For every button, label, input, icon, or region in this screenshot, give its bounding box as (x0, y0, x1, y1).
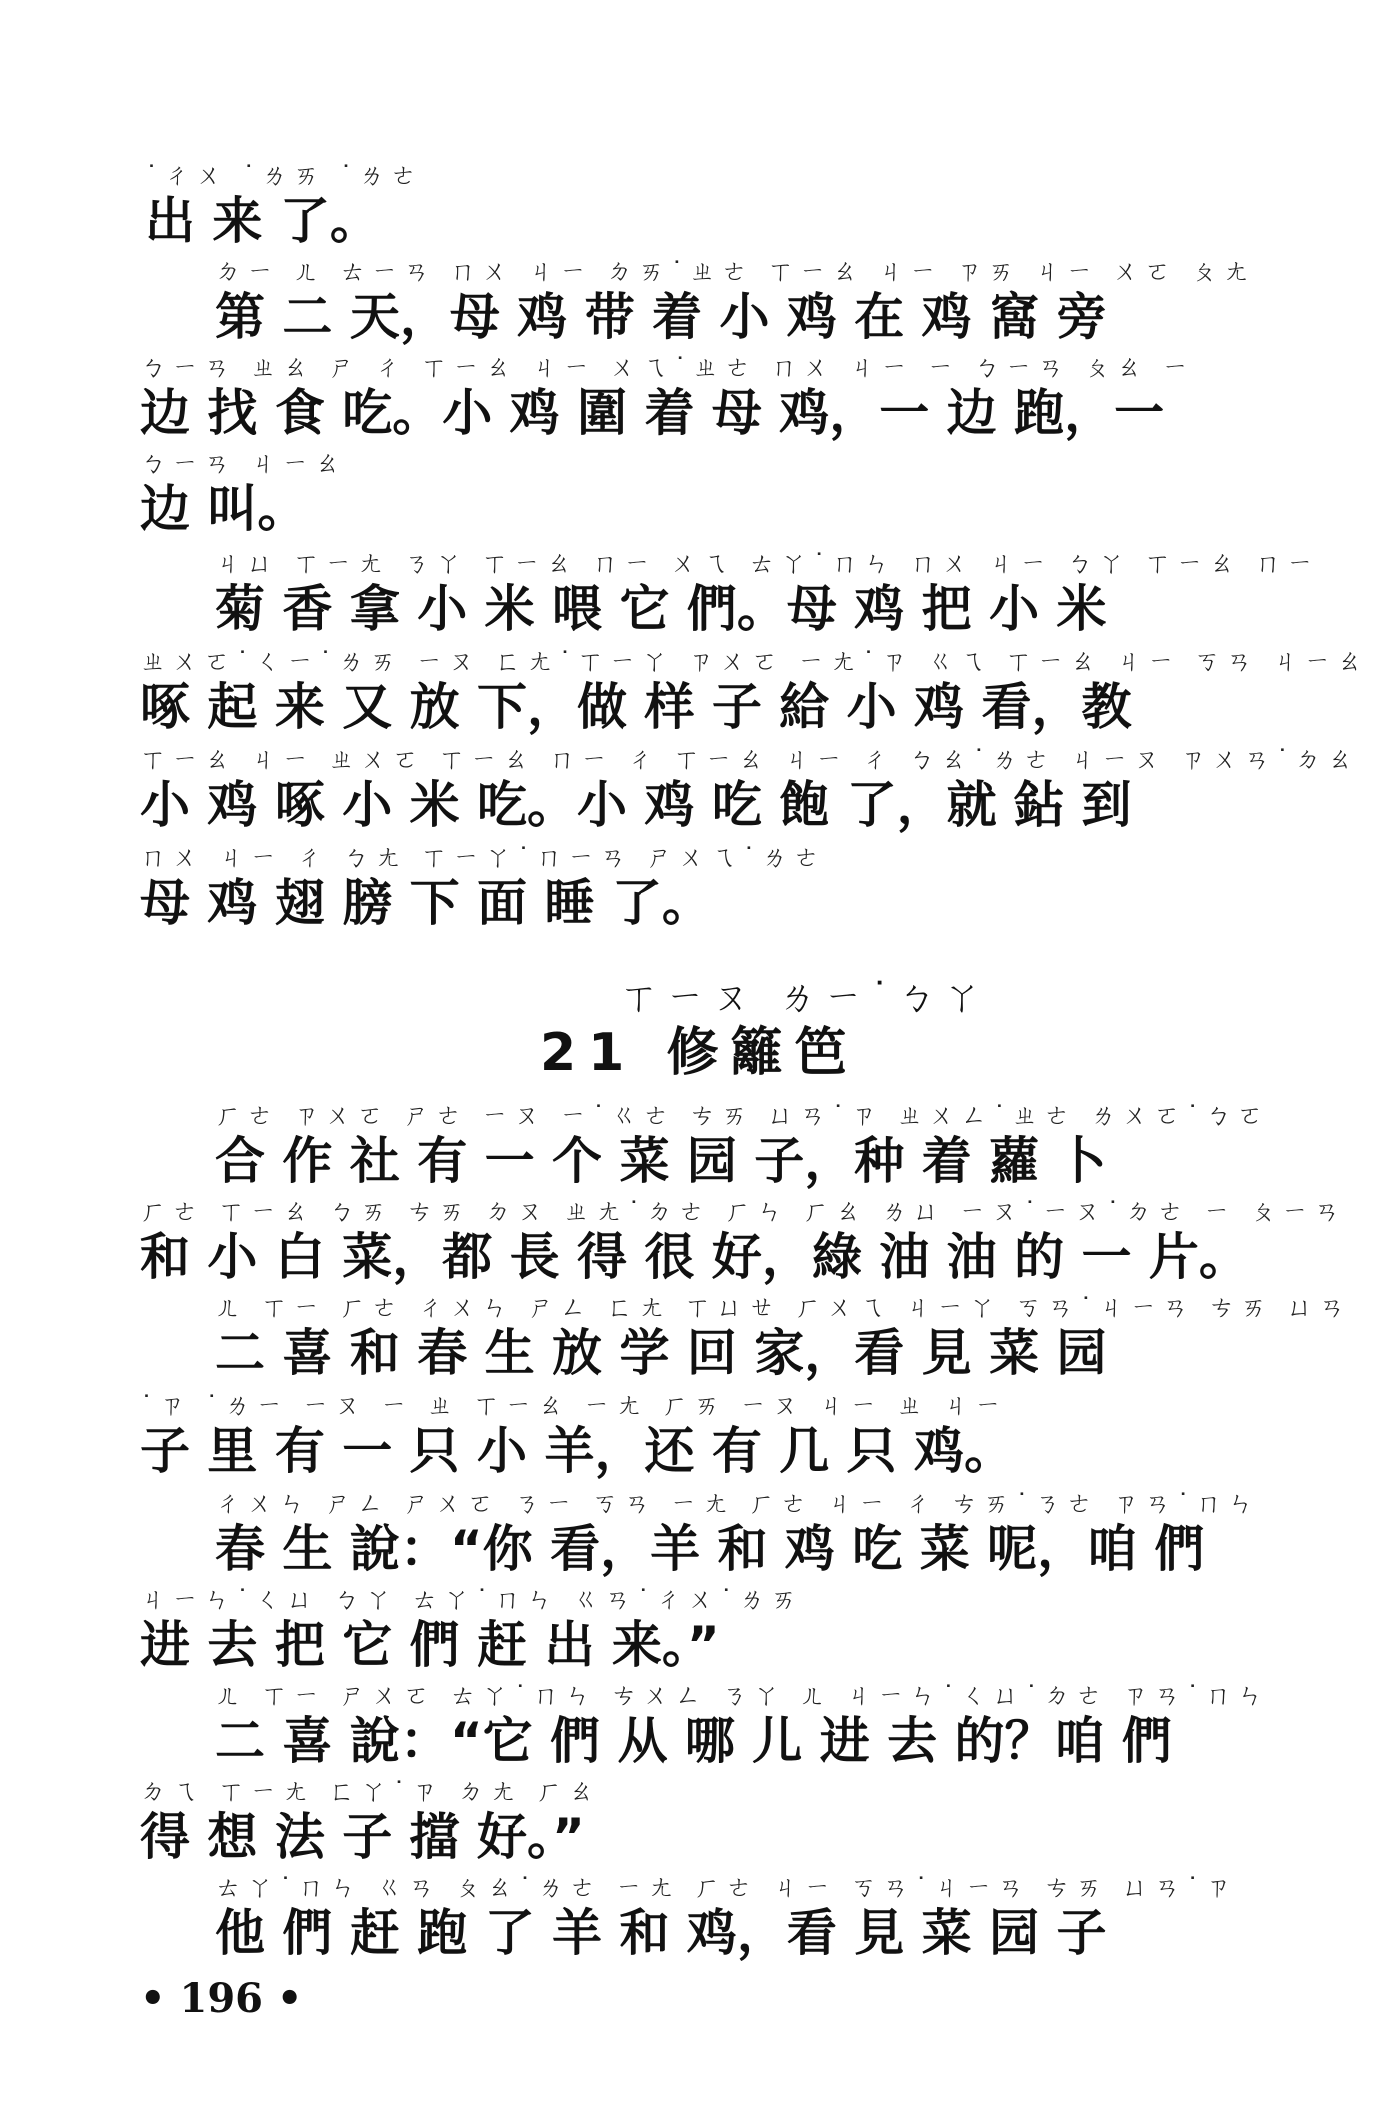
chinese-text: 得 想 法 子 擋 好。” (140, 1808, 585, 1866)
chinese-text: 菊 香 拿 小 米 喂 它 們。母 鸡 把 小 米 (215, 580, 1107, 638)
zhuyin-annotation: ㄔㄨㄣ ㄕㄥ ㄕㄨㄛ ㄋㄧ ㄎㄢ ㄧㄤ ㄏㄜ ㄐㄧ ㄔ ㄘㄞ˙ㄋㄜ ㄗㄢ˙ㄇㄣ (215, 1489, 1260, 1519)
zhuyin-annotation: ㄦ ㄒㄧ ㄏㄜ ㄔㄨㄣ ㄕㄥ ㄈㄤ ㄒㄩㄝ ㄏㄨㄟ ㄐㄧㄚ ㄎㄢ˙ㄐㄧㄢ ㄘㄞ ㄩㄢ (215, 1293, 1351, 1323)
zhuyin-annotation: ㄐㄩ ㄒㄧㄤ ㄋㄚ ㄒㄧㄠ ㄇㄧ ㄨㄟ ㄊㄚ˙ㄇㄣ ㄇㄨ ㄐㄧ ㄅㄚ ㄒㄧㄠ ㄇㄧ (215, 549, 1319, 579)
zhuyin-annotation: ㄦ ㄒㄧ ㄕㄨㄛ ㄊㄚ˙ㄇㄣ ㄘㄨㄥ ㄋㄚ ㄦ ㄐㄧㄣ˙ㄑㄩ˙ㄉㄜ ㄗㄢ˙ㄇㄣ (215, 1681, 1270, 1711)
chinese-text: 第 二 天，母 鸡 带 着 小 鸡 在 鸡 窩 旁 (215, 288, 1107, 346)
text-line (215, 1292, 1351, 1382)
section-title (540, 1010, 859, 1085)
chinese-text: 啄 起 来 又 放 下，做 样 子 給 小 鸡 看，教 (140, 678, 1132, 736)
text-line (215, 1488, 1260, 1578)
text-line (215, 256, 1255, 346)
text-line (140, 744, 1359, 834)
zhuyin-annotation: ㄇㄨ ㄐㄧ ㄔ ㄅㄤ ㄒㄧㄚ˙ㄇㄧㄢ ㄕㄨㄟ˙ㄌㄜ (140, 843, 826, 873)
chinese-text: 二 喜 說：“它 們 从 哪 儿 进 去 的？咱 們 (215, 1712, 1172, 1770)
chinese-text: 和 小 白 菜，都 長 得 很 好，綠 油 油 的 一 片。 (140, 1228, 1249, 1286)
zhuyin-annotation: ㄅㄧㄢ ㄐㄧㄠ (140, 449, 347, 479)
chinese-text: 小 鸡 啄 小 米 吃。小 鸡 吃 飽 了，就 鉆 到 (140, 776, 1132, 834)
zhuyin-annotation: ㄐㄧㄣ˙ㄑㄩ ㄅㄚ ㄊㄚ˙ㄇㄣ ㄍㄢ˙ㄔㄨ˙ㄌㄞ (140, 1585, 803, 1615)
text-line (140, 1776, 600, 1866)
section-title-text: 修籬笆 (666, 1023, 859, 1083)
section-number: 21 (540, 1023, 637, 1083)
text-line (215, 548, 1319, 638)
text-line (140, 352, 1194, 442)
text-line (140, 1196, 1346, 1286)
zhuyin-annotation: ㄉㄧ ㄦ ㄊㄧㄢ ㄇㄨ ㄐㄧ ㄉㄞ˙ㄓㄜ ㄒㄧㄠ ㄐㄧ ㄗㄞ ㄐㄧ ㄨㄛ ㄆㄤ (215, 257, 1255, 287)
text-line (140, 1390, 1014, 1480)
text-line (140, 646, 1368, 736)
text-line (140, 448, 346, 538)
zhuyin-annotation: ˙ㄔㄨ ˙ㄌㄞ ˙ㄌㄜ (145, 161, 423, 191)
text-line (215, 1872, 1237, 1962)
chinese-text: 边 找 食 吃。小 鸡 圍 着 母 鸡，一 边 跑，一 (140, 384, 1165, 442)
zhuyin-annotation: ㄓㄨㄛ˙ㄑㄧ˙ㄌㄞ ㄧㄡ ㄈㄤ˙ㄒㄧㄚ ㄗㄨㄛ ㄧㄤ˙ㄗ ㄍㄟ ㄒㄧㄠ ㄐㄧ ㄎㄢ ㄐㄧㄠ (140, 647, 1369, 677)
text-line (215, 1100, 1269, 1190)
zhuyin-annotation: ㄊㄚ˙ㄇㄣ ㄍㄢ ㄆㄠ˙ㄌㄜ ㄧㄤ ㄏㄜ ㄐㄧ ㄎㄢ˙ㄐㄧㄢ ㄘㄞ ㄩㄢ˙ㄗ (215, 1873, 1238, 1903)
zhuyin-annotation: ㄉㄟ ㄒㄧㄤ ㄈㄚ˙ㄗ ㄉㄤ ㄏㄠ (140, 1777, 601, 1807)
section-title-zhuyin: ㄒㄧㄡ ㄌㄧ˙ㄅㄚ (620, 975, 990, 1019)
text-line (140, 842, 825, 932)
text-line (145, 160, 423, 250)
chinese-text: 出 来 了。 (145, 192, 380, 250)
chinese-text: 二 喜 和 春 生 放 学 回 家，看 見 菜 园 (215, 1324, 1107, 1382)
chinese-text: 他 們 赶 跑 了 羊 和 鸡，看 見 菜 园 子 (215, 1904, 1107, 1962)
zhuyin-annotation: ㄒㄧㄠ ㄐㄧ ㄓㄨㄛ ㄒㄧㄠ ㄇㄧ ㄔ ㄒㄧㄠ ㄐㄧ ㄔ ㄅㄠ˙ㄌㄜ ㄐㄧㄡ ㄗㄨㄢ˙ㄉㄠ (140, 745, 1359, 775)
chinese-text: 母 鸡 翅 膀 下 面 睡 了。 (140, 874, 712, 932)
zhuyin-annotation: ˙ㄗ ˙ㄌㄧ ㄧㄡ ㄧ ㄓ ㄒㄧㄠ ㄧㄤ ㄏㄞ ㄧㄡ ㄐㄧ ㄓ ㄐㄧ (140, 1391, 1007, 1421)
text-line (140, 1584, 803, 1674)
zhuyin-annotation: ㄏㄜ ㄗㄨㄛ ㄕㄜ ㄧㄡ ㄧ˙ㄍㄜ ㄘㄞ ㄩㄢ˙ㄗ ㄓㄨㄥ˙ㄓㄜ ㄌㄨㄛ˙ㄅㄛ (215, 1101, 1270, 1131)
zhuyin-annotation: ㄏㄜ ㄒㄧㄠ ㄅㄞ ㄘㄞ ㄉㄡ ㄓㄤ˙ㄉㄜ ㄏㄣ ㄏㄠ ㄌㄩ ㄧㄡ˙ㄧㄡ˙ㄉㄜ ㄧ ㄆㄧㄢ (140, 1197, 1346, 1227)
chinese-text: 进 去 把 它 們 赶 出 来。” (140, 1616, 720, 1674)
page-number: • 196 • (140, 1975, 303, 2022)
chinese-text: 春 生 說：“你 看，羊 和 鸡 吃 菜 呢，咱 們 (215, 1520, 1205, 1578)
text-line (215, 1680, 1269, 1770)
chinese-text: 边 叫。 (140, 480, 308, 538)
chinese-text: 子 里 有 一 只 小 羊，还 有 几 只 鸡。 (140, 1422, 1015, 1480)
zhuyin-annotation: ㄅㄧㄢ ㄓㄠ ㄕ ㄔ ㄒㄧㄠ ㄐㄧ ㄨㄟ˙ㄓㄜ ㄇㄨ ㄐㄧ ㄧ ㄅㄧㄢ ㄆㄠ ㄧ (140, 353, 1195, 383)
chinese-text: 合 作 社 有 一 个 菜 园 子，种 着 蘿 卜 (215, 1132, 1107, 1190)
